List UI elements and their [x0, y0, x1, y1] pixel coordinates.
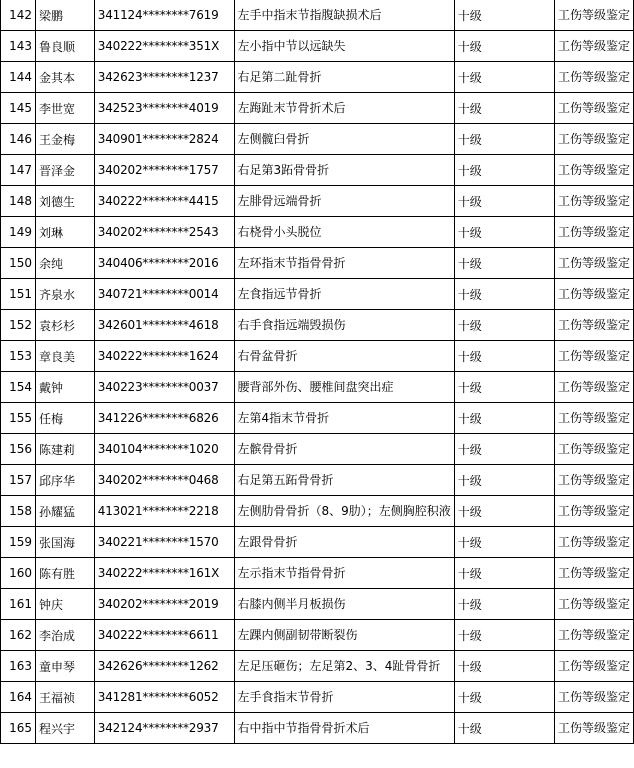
level-cell: 十级 [454, 186, 554, 217]
injury-cell: 右足第二趾骨折 [234, 62, 454, 93]
injury-cell: 左髌骨骨折 [234, 434, 454, 465]
id-number-cell: 340406********2016 [94, 248, 234, 279]
name-cell: 金其本 [35, 62, 94, 93]
id-number-cell: 340222********4415 [94, 186, 234, 217]
row-number-cell: 159 [1, 527, 36, 558]
level-cell: 十级 [454, 651, 554, 682]
injury-cell: 右骨盆骨折 [234, 341, 454, 372]
row-number-cell: 156 [1, 434, 36, 465]
row-number-cell: 158 [1, 496, 36, 527]
id-number-cell: 340222********351X [94, 31, 234, 62]
level-cell: 十级 [454, 496, 554, 527]
row-number-cell: 165 [1, 713, 36, 744]
row-number-cell: 142 [1, 0, 36, 31]
level-cell: 十级 [454, 682, 554, 713]
injury-cell: 右足第3跖骨骨折 [234, 155, 454, 186]
row-number-cell: 149 [1, 217, 36, 248]
name-cell: 钟庆 [35, 589, 94, 620]
name-cell: 邱序华 [35, 465, 94, 496]
row-number-cell: 148 [1, 186, 36, 217]
table-row [1, 465, 634, 496]
table-row [1, 558, 634, 589]
level-cell: 十级 [454, 558, 554, 589]
name-cell: 刘德生 [35, 186, 94, 217]
table-row [1, 248, 634, 279]
id-number-cell: 340202********2019 [94, 589, 234, 620]
appraisal-type-cell: 工伤等级鉴定 [554, 713, 633, 744]
injury-cell: 右膝内侧半月板损伤 [234, 589, 454, 620]
appraisal-type-cell: 工伤等级鉴定 [554, 620, 633, 651]
table-row [1, 589, 634, 620]
name-cell: 任梅 [35, 403, 94, 434]
appraisal-type-cell: 工伤等级鉴定 [554, 93, 633, 124]
id-number-cell: 340202********0468 [94, 465, 234, 496]
table-row [1, 93, 634, 124]
id-number-cell: 340222********6611 [94, 620, 234, 651]
id-number-cell: 342623********1237 [94, 62, 234, 93]
table-row [1, 0, 634, 31]
injury-cell: 左手食指末节骨折 [234, 682, 454, 713]
level-cell: 十级 [454, 62, 554, 93]
table-row [1, 620, 634, 651]
table-row [1, 186, 634, 217]
level-cell: 十级 [454, 713, 554, 744]
appraisal-type-cell: 工伤等级鉴定 [554, 31, 633, 62]
id-number-cell: 340202********1757 [94, 155, 234, 186]
injury-cell: 左食指远节骨折 [234, 279, 454, 310]
injury-cell: 左示指末节指骨骨折 [234, 558, 454, 589]
id-number-cell: 341281********6052 [94, 682, 234, 713]
appraisal-type-cell: 工伤等级鉴定 [554, 186, 633, 217]
injury-cell: 左第4指末节骨折 [234, 403, 454, 434]
name-cell: 孙耀猛 [35, 496, 94, 527]
id-number-cell: 413021********2218 [94, 496, 234, 527]
id-number-cell: 342523********4019 [94, 93, 234, 124]
id-number-cell: 341226********6826 [94, 403, 234, 434]
row-number-cell: 152 [1, 310, 36, 341]
row-number-cell: 150 [1, 248, 36, 279]
appraisal-type-cell: 工伤等级鉴定 [554, 279, 633, 310]
injury-cell: 左足压砸伤；左足第2、3、4趾骨骨折 [234, 651, 454, 682]
level-cell: 十级 [454, 465, 554, 496]
injury-cell: 右桡骨小头脱位 [234, 217, 454, 248]
injury-cell: 左踝内侧副韧带断裂伤 [234, 620, 454, 651]
row-number-cell: 151 [1, 279, 36, 310]
injury-cell: 右手食指远端毁损伤 [234, 310, 454, 341]
row-number-cell: 146 [1, 124, 36, 155]
id-number-cell: 340222********1624 [94, 341, 234, 372]
row-number-cell: 157 [1, 465, 36, 496]
level-cell: 十级 [454, 0, 554, 31]
appraisal-type-cell: 工伤等级鉴定 [554, 496, 633, 527]
name-cell: 梁鹏 [35, 0, 94, 31]
level-cell: 十级 [454, 620, 554, 651]
name-cell: 袁杉杉 [35, 310, 94, 341]
name-cell: 李治成 [35, 620, 94, 651]
appraisal-type-cell: 工伤等级鉴定 [554, 558, 633, 589]
row-number-cell: 147 [1, 155, 36, 186]
appraisal-type-cell: 工伤等级鉴定 [554, 527, 633, 558]
level-cell: 十级 [454, 279, 554, 310]
id-number-cell: 340221********1570 [94, 527, 234, 558]
table-row [1, 496, 634, 527]
injury-cell: 左环指末节指骨骨折 [234, 248, 454, 279]
row-number-cell: 160 [1, 558, 36, 589]
name-cell: 刘琳 [35, 217, 94, 248]
name-cell: 戴钟 [35, 372, 94, 403]
name-cell: 王福祯 [35, 682, 94, 713]
injury-cell: 左腓骨远端骨折 [234, 186, 454, 217]
row-number-cell: 154 [1, 372, 36, 403]
name-cell: 张国海 [35, 527, 94, 558]
row-number-cell: 143 [1, 31, 36, 62]
id-number-cell: 342626********1262 [94, 651, 234, 682]
appraisal-type-cell: 工伤等级鉴定 [554, 124, 633, 155]
name-cell: 童申琴 [35, 651, 94, 682]
row-number-cell: 162 [1, 620, 36, 651]
id-number-cell: 342601********4618 [94, 310, 234, 341]
level-cell: 十级 [454, 434, 554, 465]
level-cell: 十级 [454, 155, 554, 186]
name-cell: 陈建莉 [35, 434, 94, 465]
table-row [1, 527, 634, 558]
injury-cell: 腰背部外伤、腰椎间盘突出症 [234, 372, 454, 403]
appraisal-type-cell: 工伤等级鉴定 [554, 217, 633, 248]
name-cell: 程兴宇 [35, 713, 94, 744]
table-row [1, 62, 634, 93]
injury-cell: 左侧肋骨骨折（8、9肋）；左侧胸腔积液 [234, 496, 454, 527]
table-row [1, 217, 634, 248]
table-row [1, 403, 634, 434]
row-number-cell: 145 [1, 93, 36, 124]
table-row [1, 310, 634, 341]
appraisal-type-cell: 工伤等级鉴定 [554, 62, 633, 93]
level-cell: 十级 [454, 93, 554, 124]
id-number-cell: 340222********161X [94, 558, 234, 589]
injury-cell: 左侧髋臼骨折 [234, 124, 454, 155]
level-cell: 十级 [454, 341, 554, 372]
level-cell: 十级 [454, 124, 554, 155]
appraisal-type-cell: 工伤等级鉴定 [554, 341, 633, 372]
appraisal-type-cell: 工伤等级鉴定 [554, 155, 633, 186]
appraisal-type-cell: 工伤等级鉴定 [554, 248, 633, 279]
id-number-cell: 342124********2937 [94, 713, 234, 744]
name-cell: 李世宽 [35, 93, 94, 124]
name-cell: 王金梅 [35, 124, 94, 155]
name-cell: 余纯 [35, 248, 94, 279]
table-row [1, 372, 634, 403]
name-cell: 齐泉水 [35, 279, 94, 310]
name-cell: 章良美 [35, 341, 94, 372]
name-cell: 晋泽金 [35, 155, 94, 186]
row-number-cell: 164 [1, 682, 36, 713]
level-cell: 十级 [454, 31, 554, 62]
level-cell: 十级 [454, 310, 554, 341]
id-number-cell: 340104********1020 [94, 434, 234, 465]
name-cell: 鲁良顺 [35, 31, 94, 62]
table-row [1, 434, 634, 465]
name-cell: 陈有胜 [35, 558, 94, 589]
id-number-cell: 340202********2543 [94, 217, 234, 248]
appraisal-type-cell: 工伤等级鉴定 [554, 403, 633, 434]
table-body [1, 0, 634, 744]
row-number-cell: 161 [1, 589, 36, 620]
appraisal-type-cell: 工伤等级鉴定 [554, 310, 633, 341]
appraisal-type-cell: 工伤等级鉴定 [554, 372, 633, 403]
table-row [1, 682, 634, 713]
injury-cell: 左踇趾末节骨折术后 [234, 93, 454, 124]
row-number-cell: 144 [1, 62, 36, 93]
appraisal-type-cell: 工伤等级鉴定 [554, 651, 633, 682]
appraisal-type-cell: 工伤等级鉴定 [554, 465, 633, 496]
table-row [1, 155, 634, 186]
level-cell: 十级 [454, 217, 554, 248]
id-number-cell: 341124********7619 [94, 0, 234, 31]
table-row [1, 341, 634, 372]
injury-cell: 左跟骨骨折 [234, 527, 454, 558]
appraisal-type-cell: 工伤等级鉴定 [554, 0, 633, 31]
row-number-cell: 163 [1, 651, 36, 682]
id-number-cell: 340901********2824 [94, 124, 234, 155]
injury-cell: 左手中指末节指腹缺损术后 [234, 0, 454, 31]
table-row [1, 124, 634, 155]
injury-cell: 左小指中节以远缺失 [234, 31, 454, 62]
id-number-cell: 340223********0037 [94, 372, 234, 403]
table-row [1, 713, 634, 744]
appraisal-type-cell: 工伤等级鉴定 [554, 589, 633, 620]
appraisal-type-cell: 工伤等级鉴定 [554, 434, 633, 465]
level-cell: 十级 [454, 248, 554, 279]
row-number-cell: 155 [1, 403, 36, 434]
id-number-cell: 340721********0014 [94, 279, 234, 310]
table-row [1, 651, 634, 682]
injury-cell: 右足第五跖骨骨折 [234, 465, 454, 496]
table-row [1, 31, 634, 62]
row-number-cell: 153 [1, 341, 36, 372]
level-cell: 十级 [454, 527, 554, 558]
appraisal-type-cell: 工伤等级鉴定 [554, 682, 633, 713]
level-cell: 十级 [454, 403, 554, 434]
level-cell: 十级 [454, 372, 554, 403]
table-row [1, 279, 634, 310]
injury-cell: 右中指中节指骨骨折术后 [234, 713, 454, 744]
level-cell: 十级 [454, 589, 554, 620]
